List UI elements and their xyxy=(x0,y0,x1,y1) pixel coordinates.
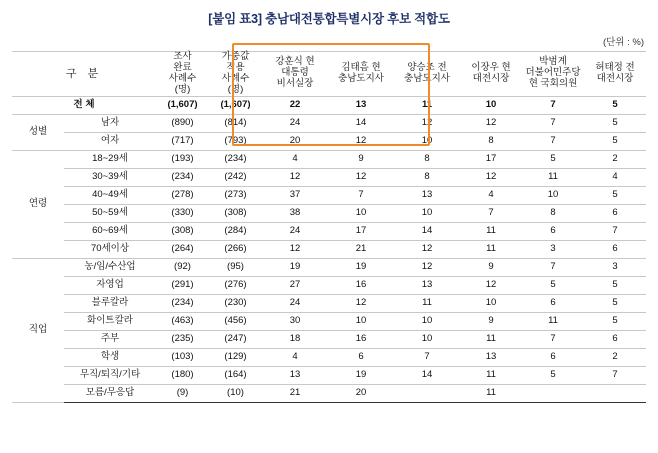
cell-survey-count: (291) xyxy=(156,276,209,294)
cell-survey-count: (330) xyxy=(156,204,209,222)
cell-candidate-4: 11 xyxy=(460,222,522,240)
cell-survey-count: (717) xyxy=(156,132,209,150)
table-row xyxy=(12,276,646,294)
cell-candidate-1: 20 xyxy=(262,132,328,150)
cell-survey-count: (235) xyxy=(156,330,209,348)
cell-candidate-2: 21 xyxy=(328,240,394,258)
cell-candidate-1: 24 xyxy=(262,222,328,240)
row-label: 블루칼라 xyxy=(64,294,156,312)
row-label: 남자 xyxy=(64,114,156,132)
cell-candidate-4: 9 xyxy=(460,258,522,276)
cell-candidate-4: 9 xyxy=(460,312,522,330)
cell-candidate-6: 7 xyxy=(584,222,646,240)
row-label: 전 체 xyxy=(12,96,156,114)
cell-candidate-5: 11 xyxy=(522,312,584,330)
cell-candidate-6: 5 xyxy=(584,276,646,294)
cell-candidate-1: 4 xyxy=(262,150,328,168)
header-candidate-4: 이장우 현 대전시장 xyxy=(460,52,522,97)
table-row xyxy=(12,114,646,132)
cell-candidate-4: 17 xyxy=(460,150,522,168)
cell-candidate-1: 4 xyxy=(262,348,328,366)
row-label: 여자 xyxy=(64,132,156,150)
cell-weighted-count: (814) xyxy=(209,114,262,132)
cell-candidate-5: 6 xyxy=(522,348,584,366)
cell-candidate-5 xyxy=(522,384,584,402)
cell-candidate-5: 7 xyxy=(522,132,584,150)
row-label: 화이트칼라 xyxy=(64,312,156,330)
cell-candidate-6: 3 xyxy=(584,258,646,276)
header-candidate-3: 양승조 전 충남도지사 xyxy=(394,52,460,97)
cell-survey-count: (890) xyxy=(156,114,209,132)
cell-candidate-6: 6 xyxy=(584,330,646,348)
table-row xyxy=(12,240,646,258)
cell-candidate-2: 14 xyxy=(328,114,394,132)
cell-survey-count: (278) xyxy=(156,186,209,204)
cell-candidate-2: 10 xyxy=(328,312,394,330)
cell-candidate-6: 5 xyxy=(584,96,646,114)
cell-weighted-count: (247) xyxy=(209,330,262,348)
cell-candidate-6: 7 xyxy=(584,366,646,384)
group-label-age: 연령 xyxy=(12,150,64,258)
cell-candidate-3: 10 xyxy=(394,132,460,150)
row-label: 농/임/수산업 xyxy=(64,258,156,276)
cell-candidate-2: 13 xyxy=(328,96,394,114)
group-label-gender: 성별 xyxy=(12,114,64,150)
cell-weighted-count: (95) xyxy=(209,258,262,276)
table-row xyxy=(12,132,646,150)
poll-results-table xyxy=(12,51,646,403)
cell-candidate-1: 13 xyxy=(262,366,328,384)
cell-candidate-5: 7 xyxy=(522,96,584,114)
cell-candidate-4: 7 xyxy=(460,204,522,222)
cell-candidate-2: 12 xyxy=(328,294,394,312)
cell-candidate-1: 21 xyxy=(262,384,328,402)
cell-candidate-3: 14 xyxy=(394,366,460,384)
cell-candidate-1: 24 xyxy=(262,294,328,312)
table-row xyxy=(12,348,646,366)
cell-candidate-6 xyxy=(584,384,646,402)
cell-survey-count: (92) xyxy=(156,258,209,276)
cell-candidate-3: 11 xyxy=(394,96,460,114)
cell-candidate-2: 16 xyxy=(328,276,394,294)
cell-weighted-count: (266) xyxy=(209,240,262,258)
page-title: [붙임 표3] 충남대전통합특별시장 후보 적합도 xyxy=(208,12,450,26)
cell-weighted-count: (308) xyxy=(209,204,262,222)
table-row-total xyxy=(12,96,646,114)
row-label: 40~49세 xyxy=(64,186,156,204)
table-row xyxy=(12,312,646,330)
cell-candidate-6: 2 xyxy=(584,150,646,168)
cell-candidate-5: 5 xyxy=(522,366,584,384)
cell-candidate-5: 7 xyxy=(522,114,584,132)
group-label-occupation: 직업 xyxy=(12,258,64,402)
cell-candidate-2: 12 xyxy=(328,132,394,150)
table-row xyxy=(12,294,646,312)
cell-candidate-4: 10 xyxy=(460,294,522,312)
table-header-row xyxy=(12,52,646,97)
cell-candidate-2: 19 xyxy=(328,258,394,276)
table-row xyxy=(12,204,646,222)
cell-survey-count: (1,607) xyxy=(156,96,209,114)
cell-survey-count: (9) xyxy=(156,384,209,402)
cell-candidate-3: 12 xyxy=(394,240,460,258)
cell-candidate-5: 7 xyxy=(522,258,584,276)
cell-weighted-count: (164) xyxy=(209,366,262,384)
cell-candidate-1: 24 xyxy=(262,114,328,132)
row-label: 학생 xyxy=(64,348,156,366)
cell-survey-count: (193) xyxy=(156,150,209,168)
header-survey-count: 조사 완료 사례수 (명) xyxy=(156,52,209,97)
cell-survey-count: (234) xyxy=(156,294,209,312)
cell-candidate-5: 3 xyxy=(522,240,584,258)
cell-weighted-count: (10) xyxy=(209,384,262,402)
cell-candidate-5: 8 xyxy=(522,204,584,222)
cell-candidate-1: 27 xyxy=(262,276,328,294)
cell-candidate-2: 6 xyxy=(328,348,394,366)
cell-candidate-6: 5 xyxy=(584,114,646,132)
cell-survey-count: (308) xyxy=(156,222,209,240)
cell-candidate-1: 12 xyxy=(262,240,328,258)
row-label: 자영업 xyxy=(64,276,156,294)
row-label: 모름/무응답 xyxy=(64,384,156,402)
cell-candidate-6: 4 xyxy=(584,168,646,186)
table-row xyxy=(12,186,646,204)
cell-candidate-6: 5 xyxy=(584,294,646,312)
cell-candidate-3: 8 xyxy=(394,168,460,186)
cell-weighted-count: (793) xyxy=(209,132,262,150)
cell-candidate-4: 4 xyxy=(460,186,522,204)
row-label: 50~59세 xyxy=(64,204,156,222)
header-candidate-1: 강훈식 현 대통령 비서실장 xyxy=(262,52,328,97)
table-row xyxy=(12,366,646,384)
cell-weighted-count: (273) xyxy=(209,186,262,204)
cell-candidate-5: 6 xyxy=(522,294,584,312)
cell-candidate-4: 11 xyxy=(460,366,522,384)
cell-candidate-2: 12 xyxy=(328,168,394,186)
cell-candidate-2: 19 xyxy=(328,366,394,384)
cell-candidate-2: 20 xyxy=(328,384,394,402)
cell-candidate-1: 30 xyxy=(262,312,328,330)
cell-candidate-3: 12 xyxy=(394,258,460,276)
cell-candidate-5: 7 xyxy=(522,330,584,348)
cell-survey-count: (264) xyxy=(156,240,209,258)
cell-candidate-2: 10 xyxy=(328,204,394,222)
cell-candidate-4: 13 xyxy=(460,348,522,366)
cell-weighted-count: (242) xyxy=(209,168,262,186)
cell-candidate-6: 5 xyxy=(584,132,646,150)
cell-candidate-2: 9 xyxy=(328,150,394,168)
cell-candidate-6: 6 xyxy=(584,204,646,222)
cell-survey-count: (103) xyxy=(156,348,209,366)
header-candidate-6: 허태정 전 대전시장 xyxy=(584,52,646,97)
cell-candidate-4: 11 xyxy=(460,240,522,258)
cell-weighted-count: (456) xyxy=(209,312,262,330)
table-row xyxy=(12,150,646,168)
cell-candidate-3: 10 xyxy=(394,204,460,222)
cell-candidate-6: 5 xyxy=(584,186,646,204)
cell-candidate-6: 5 xyxy=(584,312,646,330)
cell-weighted-count: (234) xyxy=(209,150,262,168)
cell-candidate-1: 22 xyxy=(262,96,328,114)
cell-candidate-2: 17 xyxy=(328,222,394,240)
cell-candidate-4: 11 xyxy=(460,384,522,402)
cell-candidate-3: 13 xyxy=(394,276,460,294)
cell-candidate-5: 11 xyxy=(522,168,584,186)
cell-candidate-1: 37 xyxy=(262,186,328,204)
cell-weighted-count: (230) xyxy=(209,294,262,312)
table-row xyxy=(12,384,646,402)
cell-candidate-6: 2 xyxy=(584,348,646,366)
row-label: 60~69세 xyxy=(64,222,156,240)
cell-candidate-3: 11 xyxy=(394,294,460,312)
cell-candidate-4: 11 xyxy=(460,330,522,348)
cell-candidate-6: 6 xyxy=(584,240,646,258)
row-label: 70세이상 xyxy=(64,240,156,258)
cell-candidate-5: 5 xyxy=(522,276,584,294)
cell-candidate-3: 13 xyxy=(394,186,460,204)
cell-candidate-3: 10 xyxy=(394,330,460,348)
cell-candidate-1: 38 xyxy=(262,204,328,222)
cell-candidate-4: 10 xyxy=(460,96,522,114)
cell-candidate-4: 12 xyxy=(460,168,522,186)
cell-candidate-3: 10 xyxy=(394,312,460,330)
table-row xyxy=(12,258,646,276)
cell-candidate-4: 12 xyxy=(460,276,522,294)
row-label: 18~29세 xyxy=(64,150,156,168)
cell-survey-count: (180) xyxy=(156,366,209,384)
cell-candidate-1: 19 xyxy=(262,258,328,276)
cell-weighted-count: (1,607) xyxy=(209,96,262,114)
header-weighted-count: 가중값 적용 사례수 (명) xyxy=(209,52,262,97)
cell-candidate-1: 12 xyxy=(262,168,328,186)
cell-weighted-count: (129) xyxy=(209,348,262,366)
cell-candidate-2: 7 xyxy=(328,186,394,204)
cell-candidate-5: 10 xyxy=(522,186,584,204)
cell-candidate-1: 18 xyxy=(262,330,328,348)
cell-weighted-count: (276) xyxy=(209,276,262,294)
cell-candidate-2: 16 xyxy=(328,330,394,348)
row-label: 무직/퇴직/기타 xyxy=(64,366,156,384)
cell-candidate-3: 7 xyxy=(394,348,460,366)
table-row xyxy=(12,222,646,240)
cell-candidate-3: 14 xyxy=(394,222,460,240)
cell-candidate-3: 8 xyxy=(394,150,460,168)
cell-weighted-count: (284) xyxy=(209,222,262,240)
row-label: 주부 xyxy=(64,330,156,348)
unit-note: (단위 : %) xyxy=(602,37,644,48)
row-label: 30~39세 xyxy=(64,168,156,186)
cell-candidate-3: 12 xyxy=(394,114,460,132)
cell-candidate-4: 12 xyxy=(460,114,522,132)
cell-candidate-4: 8 xyxy=(460,132,522,150)
cell-survey-count: (234) xyxy=(156,168,209,186)
header-candidate-2: 김태흠 현 충남도지사 xyxy=(328,52,394,97)
cell-candidate-5: 5 xyxy=(522,150,584,168)
table-row xyxy=(12,330,646,348)
cell-survey-count: (463) xyxy=(156,312,209,330)
cell-candidate-5: 6 xyxy=(522,222,584,240)
cell-candidate-3 xyxy=(394,384,460,402)
header-gubun: 구 분 xyxy=(12,52,156,97)
header-candidate-5: 박범계 더불어민주당 현 국회의원 xyxy=(522,52,584,97)
table-row xyxy=(12,168,646,186)
